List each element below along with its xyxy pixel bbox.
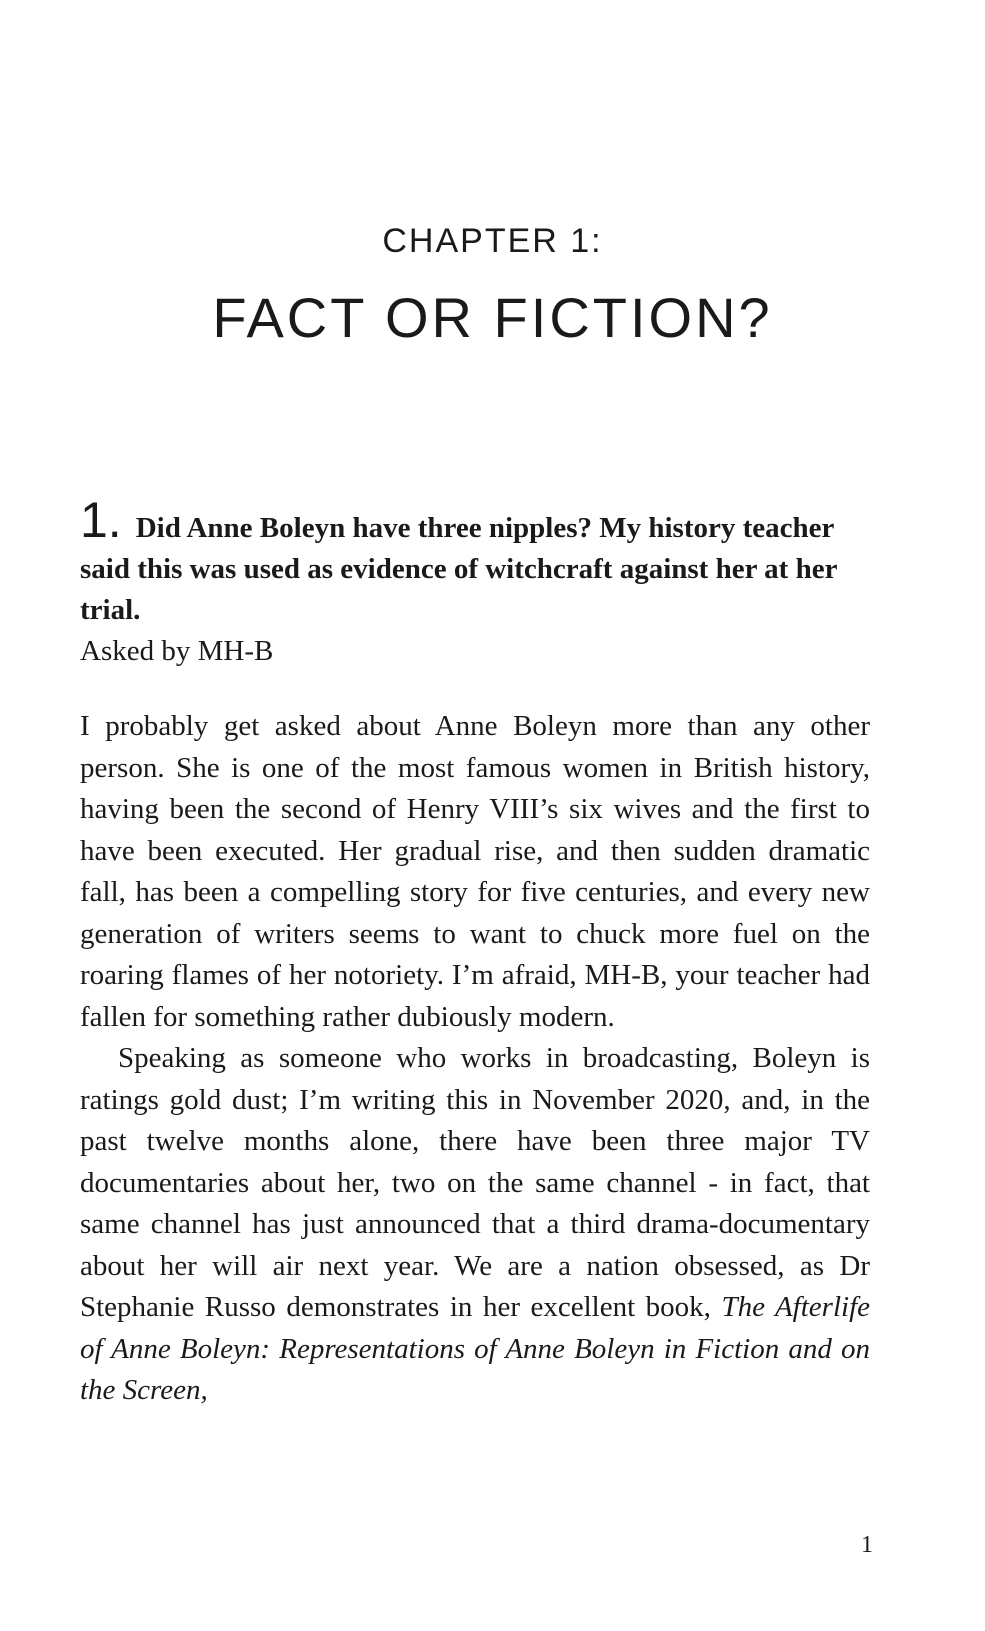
chapter-title: FACT OR FICTION? <box>212 286 773 349</box>
paragraph-1: I probably get asked about Anne Boleyn more than any other person. She is one of the most famous women in British history, having been the second of Henry VIII’s six wives and the first to have been executed. Her gradual rise, and then sudden dramatic fall, has been a compelling story for five centuries, and every new generation of writers seems to want to chuck more fuel on the roaring flames of her notoriety. I’m afraid, MH-B, your teacher had fallen for something rather dubiously modern. <box>80 710 870 1033</box>
question-block <box>80 492 870 672</box>
answer-body <box>80 706 870 1412</box>
asked-by: Asked by MH-B <box>80 635 274 667</box>
chapter-label: CHAPTER 1: <box>382 222 603 260</box>
paragraph-2-text: Speaking as someone who works in broadcasting, Boleyn is ratings gold dust; I’m writing this in November 2020, and, in the past twelve months alone, there have been three major TV documentaries about her, two on the same channel - in fact, that same channel has just announced that a third drama-documentary about her will air next year. We are a nation obsessed, as Dr Stephanie Russo demonstrates in her excellent book, <box>80 1042 870 1323</box>
question-number: 1. <box>80 492 122 548</box>
question-text: Did Anne Boleyn have three nipples? My history teacher said this was used as evidence of witchcraft against her at her trial. <box>80 512 837 626</box>
question <box>80 492 870 631</box>
paragraph-2 <box>80 1038 870 1412</box>
book-title: The Afterlife of Anne Boleyn: Representations of Anne Boleyn in Fiction and on the Screen, <box>80 1291 870 1406</box>
page-number: 1 <box>861 1532 873 1558</box>
